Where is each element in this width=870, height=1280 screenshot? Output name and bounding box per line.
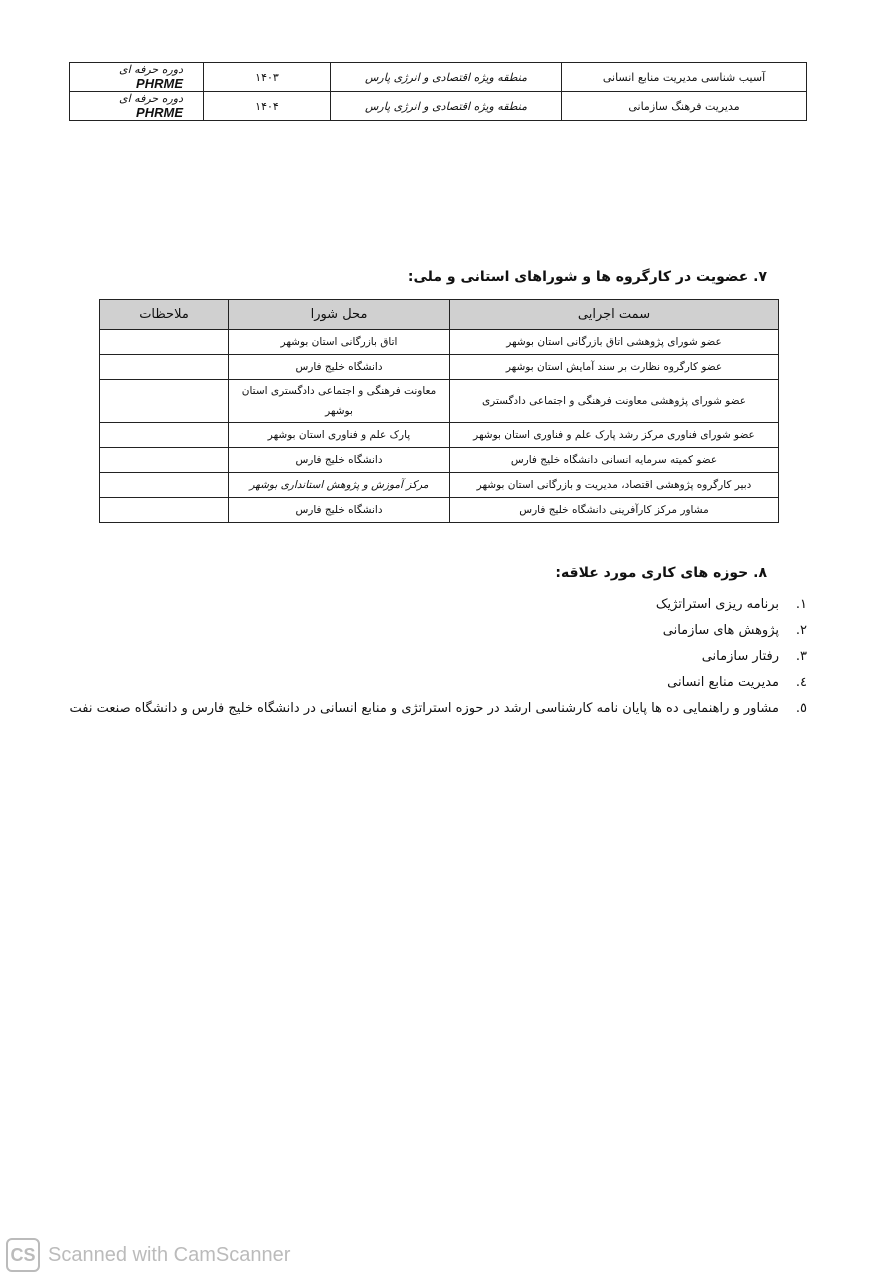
place-cell: معاونت فرهنگی و اجتماعی دادگستری استان بوشهر xyxy=(229,380,450,423)
course-type: دوره حرفه ای xyxy=(119,63,183,76)
item-number: ۱. xyxy=(795,597,807,612)
list-item xyxy=(70,618,807,644)
watermark-text: Scanned with CamScanner xyxy=(48,1243,291,1266)
notes-cell xyxy=(100,473,229,498)
course-year: ۱۴۰۴ xyxy=(204,92,331,121)
role-cell: عضو کمیته سرمایه انسانی دانشگاه خلیج فارس xyxy=(450,448,779,473)
place-cell: دانشگاه خلیج فارس xyxy=(229,448,450,473)
item-number: ٥. xyxy=(795,701,807,716)
notes-cell xyxy=(100,498,229,523)
table-row xyxy=(100,380,779,423)
role-cell: دبیر کارگروه پژوهشی اقتصاد، مدیریت و بازرگانی استان بوشهر xyxy=(450,473,779,498)
table-row xyxy=(70,63,807,92)
table-row xyxy=(100,330,779,355)
course-title: مدیریت فرهنگ سازمانی xyxy=(562,92,807,121)
course-type-cell xyxy=(70,92,204,121)
course-org: منطقه ویژه اقتصادی و انرژی پارس xyxy=(331,63,562,92)
item-number: ۲. xyxy=(795,623,807,638)
section8-heading: ۸. حوزه های کاری مورد علاقه: xyxy=(555,565,767,581)
notes-cell xyxy=(100,330,229,355)
interests-list xyxy=(70,592,807,722)
table-row xyxy=(70,92,807,121)
notes-cell xyxy=(100,448,229,473)
course-code: PHRME xyxy=(136,76,183,91)
table-row xyxy=(100,498,779,523)
list-item xyxy=(70,696,807,722)
course-type: دوره حرفه ای xyxy=(119,92,183,105)
item-number: ٤. xyxy=(795,675,807,690)
memberships-table xyxy=(99,299,779,523)
role-cell: عضو شورای فناوری مرکز رشد پارک علم و فناوری استان بوشهر xyxy=(450,423,779,448)
header-notes: ملاحظات xyxy=(100,300,229,330)
role-cell: عضو شورای پژوهشی معاونت فرهنگی و اجتماعی دادگستری xyxy=(450,380,779,423)
course-org: منطقه ویژه اقتصادی و انرژی پارس xyxy=(331,92,562,121)
item-number: ۳. xyxy=(795,649,807,664)
item-text: مدیریت منابع انسانی xyxy=(667,675,779,690)
item-text: برنامه ریزی استراتژیک xyxy=(655,597,779,612)
courses-table xyxy=(69,62,807,121)
camscanner-watermark xyxy=(6,1238,290,1272)
item-text: مشاور و راهنمایی ده ها پایان نامه کارشناسی ارشد در حوزه استراتژی و منابع انسانی در دانشگاه خلیج فارس و دانشگاه صنعت نفت xyxy=(69,701,779,716)
role-cell: عضو کارگروه نظارت بر سند آمایش استان بوشهر xyxy=(450,355,779,380)
course-title: آسیب شناسی مدیریت منابع انسانی xyxy=(562,63,807,92)
place-cell: اتاق بازرگانی استان بوشهر xyxy=(229,330,450,355)
camscanner-logo-icon: CS xyxy=(6,1238,40,1272)
notes-cell xyxy=(100,380,229,423)
table-header-row xyxy=(100,300,779,330)
place-cell: پارک علم و فناوری استان بوشهر xyxy=(229,423,450,448)
table-row xyxy=(100,423,779,448)
role-cell: مشاور مرکز کارآفرینی دانشگاه خلیج فارس xyxy=(450,498,779,523)
list-item xyxy=(70,670,807,696)
item-text: پژوهش های سازمانی xyxy=(662,623,779,638)
table-row xyxy=(100,473,779,498)
place-cell: دانشگاه خلیج فارس xyxy=(229,355,450,380)
list-item xyxy=(70,592,807,618)
table-row xyxy=(100,355,779,380)
notes-cell xyxy=(100,423,229,448)
header-place: محل شورا xyxy=(229,300,450,330)
course-type-cell xyxy=(70,63,204,92)
table-row xyxy=(100,448,779,473)
place-cell: مرکز آموزش و پژوهش استانداری بوشهر xyxy=(229,473,450,498)
list-item xyxy=(70,644,807,670)
course-year: ۱۴۰۳ xyxy=(204,63,331,92)
place-cell: دانشگاه خلیج فارس xyxy=(229,498,450,523)
header-role: سمت اجرایی xyxy=(450,300,779,330)
role-cell: عضو شورای پژوهشی اتاق بازرگانی استان بوشهر xyxy=(450,330,779,355)
item-text: رفتار سازمانی xyxy=(701,649,779,664)
course-code: PHRME xyxy=(136,105,183,120)
section7-heading: ۷. عضویت در کارگروه ها و شوراهای استانی و ملی: xyxy=(407,269,767,285)
notes-cell xyxy=(100,355,229,380)
